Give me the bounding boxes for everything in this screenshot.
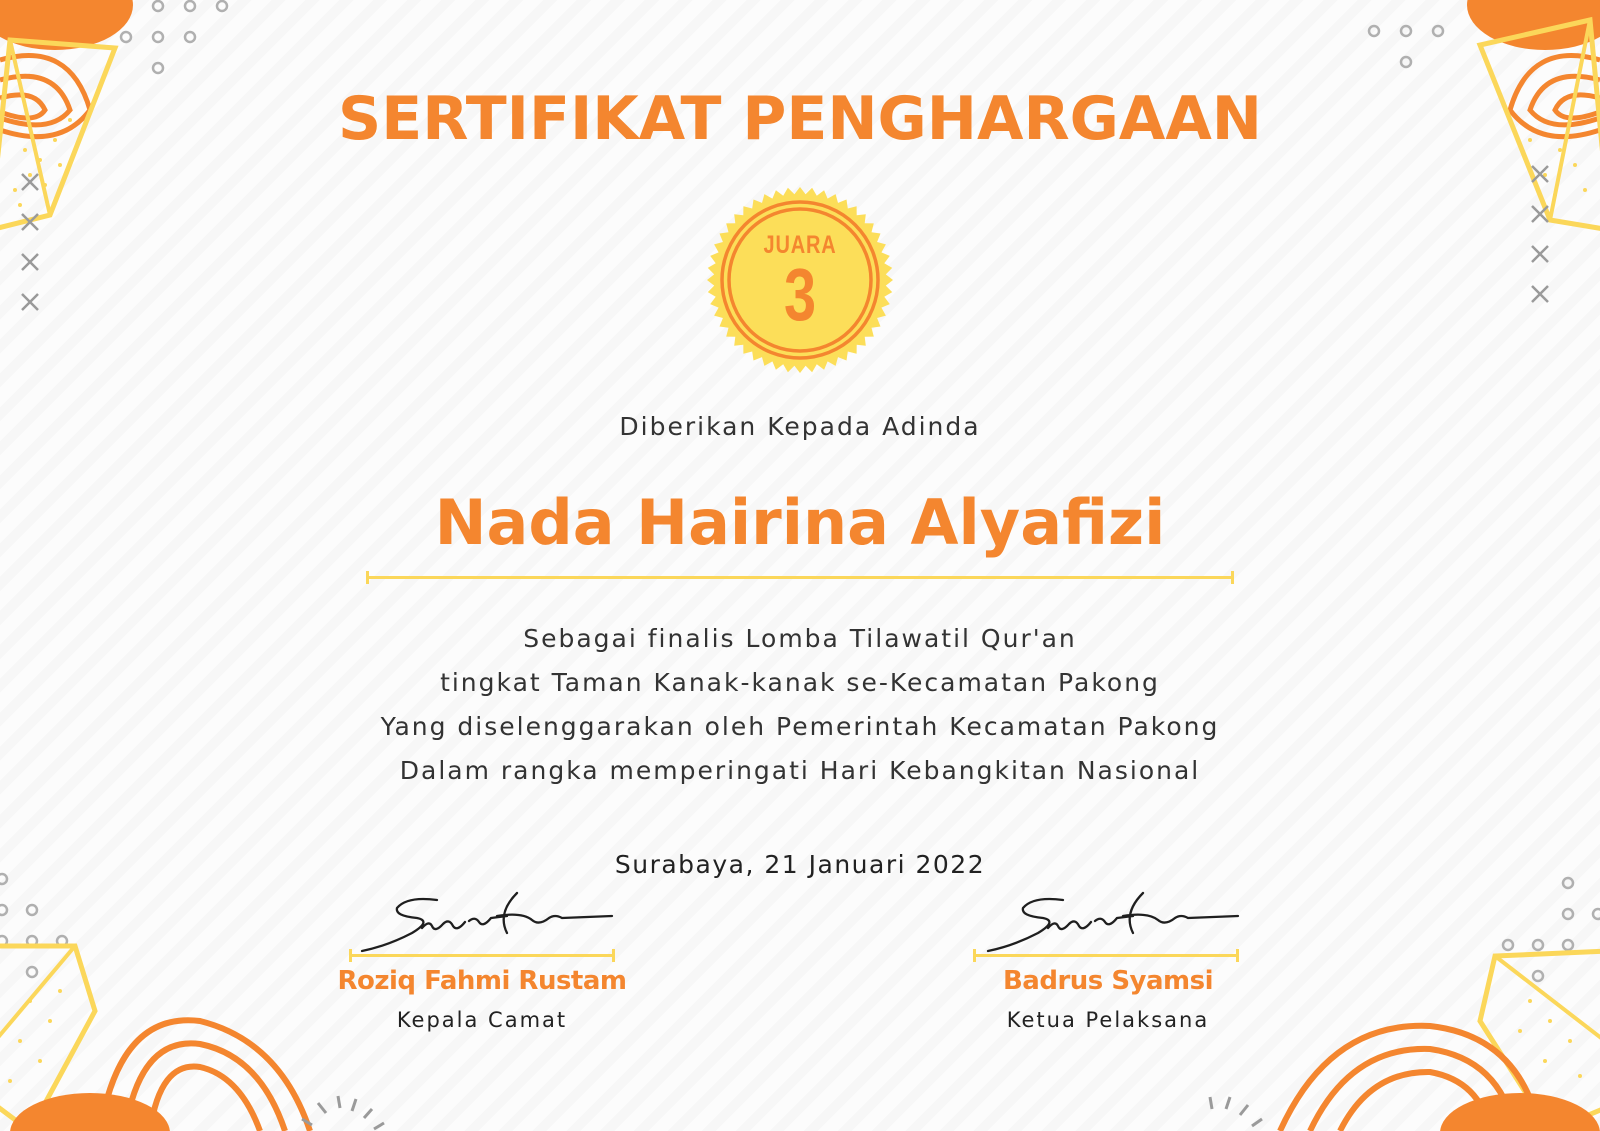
corner-decoration-top-left	[0, 0, 240, 320]
medal-rank-number: 3	[783, 253, 817, 336]
given-to-label: Diberikan Kepada Adinda	[619, 412, 981, 441]
description-line-1: Sebagai finalis Lomba Tilawatil Qur'an	[523, 624, 1077, 653]
recipient-underline	[366, 576, 1234, 579]
recipient-name: Nada Hairina Alyafizi	[434, 486, 1166, 559]
description-line-4: Dalam rangka memperingati Hari Kebangkitan Nasional	[399, 756, 1201, 785]
place-date: Surabaya, 21 Januari 2022	[614, 850, 986, 879]
signatory-name-right: Badrus Syamsi	[1002, 966, 1214, 996]
corner-decoration-top-right	[1360, 0, 1600, 320]
signatory-role-left: Kepala Camat	[396, 1008, 568, 1032]
signature-image-left	[357, 888, 617, 958]
description-line-2: tingkat Taman Kanak-kanak se-Kecamatan Pakong	[440, 668, 1160, 697]
signature-line-right	[973, 954, 1239, 957]
certificate-title: SERTIFIKAT PENGHARGAAN	[338, 84, 1262, 154]
medal-label: JUARA	[763, 231, 837, 259]
signatory-right	[948, 888, 1268, 1038]
certificate-description	[0, 617, 1600, 793]
medal-seal	[706, 186, 894, 374]
signatory-name-left: Roziq Fahmi Rustam	[337, 966, 627, 996]
signatory-role-right: Ketua Pelaksana	[1006, 1008, 1210, 1032]
description-line-3: Yang diselenggarakan oleh Pemerintah Kecamatan Pakong	[380, 712, 1220, 741]
signatory-left	[322, 888, 642, 1038]
signature-line-left	[349, 954, 615, 957]
signature-image-right	[983, 888, 1243, 958]
